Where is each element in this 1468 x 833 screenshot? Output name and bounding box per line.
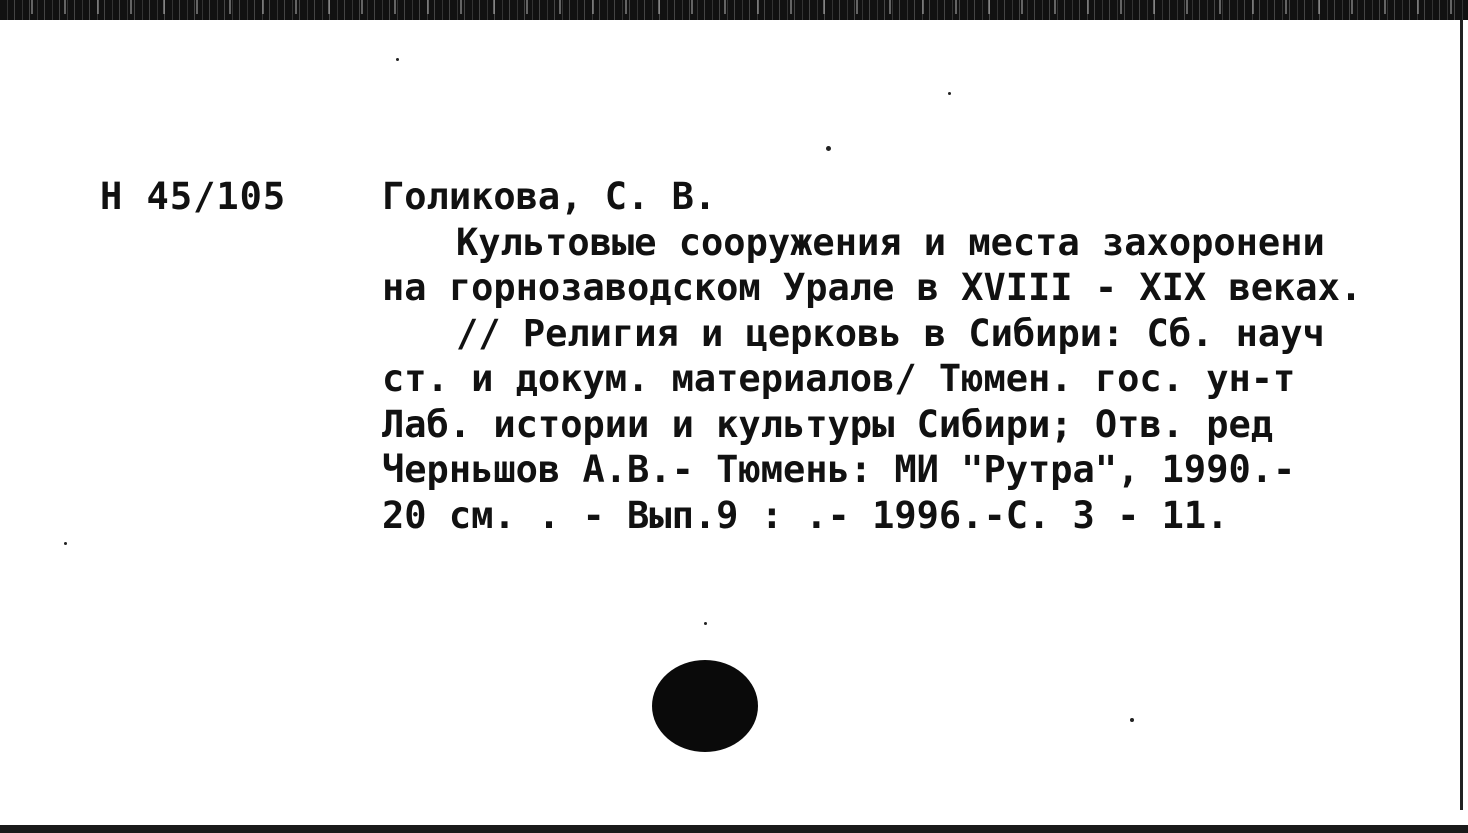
title-line: Культовые сооружения и места захоронени [456,220,1325,264]
scan-speck [826,146,831,151]
physical-description-line: 20 см. . - Вып.9 : .- 1996.-С. 3 - 11. [382,493,1229,537]
source-line: // Религия и церковь в Сибири: Сб. науч [456,311,1325,355]
punch-hole [652,660,758,752]
scan-speck [948,92,951,95]
card-bottom-border [0,825,1468,833]
card-top-border-texture [0,0,1468,14]
editor-publisher-line: Черньшов А.В.- Тюмень: МИ "Рутра", 1990.- [382,448,1296,491]
institution-line: Лаб. истории и культуры Сибири; Отв. ред [382,402,1274,446]
bibliographic-entry [382,174,1468,538]
title-continuation-line: на горнозаводском Урале в XVIII - XIX веках. [382,266,1363,309]
call-number: Н 45/105 [100,175,287,218]
scan-speck [64,542,67,545]
scan-speck [1130,718,1134,722]
scan-speck [704,622,707,625]
source-continuation-line: ст. и докум. материалов/ Тюмен. гос. ун-т [382,357,1296,400]
scan-speck [396,58,399,61]
author-line: Голикова, С. В. [382,175,717,218]
